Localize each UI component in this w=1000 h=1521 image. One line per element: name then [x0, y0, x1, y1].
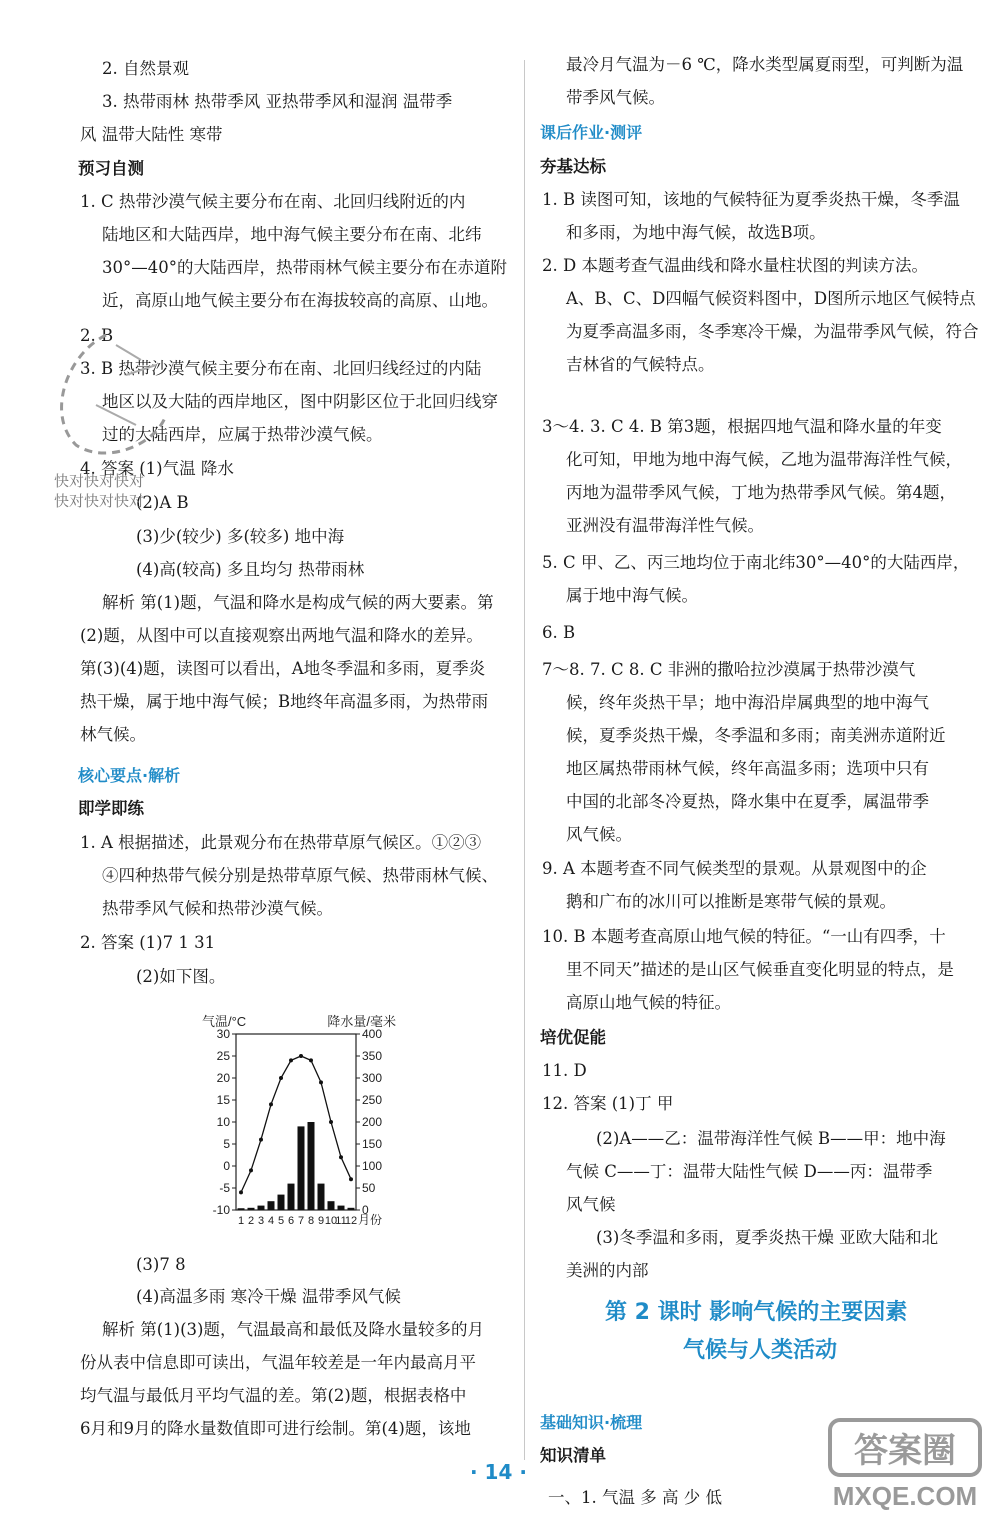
- text-line: 1. B 读图可知，该地的气候特征为夏季炎热干燥，冬季温: [542, 190, 960, 209]
- precip-bar: [318, 1184, 325, 1210]
- text-line: 属于地中海气候。: [566, 586, 698, 605]
- y-left-tick-label: 5: [223, 1137, 230, 1151]
- chart-frame: [236, 1034, 356, 1210]
- precip-bar: [348, 1208, 355, 1210]
- site-logo: [820, 1410, 990, 1515]
- watermark-icon: [46, 315, 186, 465]
- page-number: · 14 ·: [470, 1460, 527, 1484]
- text-line: 吉林省的气候特点。: [566, 355, 715, 374]
- x-tick-label: 12: [344, 1215, 358, 1227]
- text-line: 3～4. 3. C 4. B 第3题，根据四地气温和降水量的年变: [542, 417, 942, 436]
- y-left-tick-label: 30: [216, 1027, 230, 1041]
- x-tick-label: 11: [335, 1215, 347, 1227]
- temperature-point: [239, 1190, 243, 1194]
- x-tick-label: 3: [257, 1215, 265, 1227]
- precip-bar: [238, 1208, 245, 1210]
- y-left-tick-label: -5: [219, 1181, 230, 1195]
- text-line: (3)少(较少) 多(较多) 地中海: [136, 527, 345, 546]
- precip-bar: [248, 1208, 255, 1210]
- y-left-tick-label: 15: [216, 1093, 230, 1107]
- temperature-point: [299, 1054, 303, 1058]
- text-line: (2)题，从图中可以直接观察出两地气温和降水的差异。: [80, 626, 483, 645]
- x-tick-label: 5: [277, 1215, 285, 1227]
- y-left-tick-label: 25: [216, 1049, 230, 1063]
- text-line: 化可知，甲地为地中海气候，乙地为温带海洋性气候，: [566, 450, 962, 469]
- precip-bar: [268, 1201, 275, 1210]
- text-line: 丙地为温带季风气候，丁地为热带季风气候。第4题，: [566, 483, 956, 502]
- text-line: 均气温与最低月平均气温的差。第(2)题，根据表格中: [80, 1386, 467, 1405]
- y-left-tick-label: 0: [223, 1159, 230, 1173]
- x-tick-label: 1: [237, 1215, 245, 1227]
- temperature-point: [259, 1138, 263, 1142]
- temperature-line: [241, 1056, 351, 1192]
- temperature-point: [289, 1058, 293, 1062]
- watermark-text: 快对快对快对: [54, 492, 145, 510]
- y-right-tick-label: 350: [362, 1049, 383, 1063]
- watermark-text: 快对快对快对: [54, 472, 145, 490]
- text-line: 候，夏季炎热干燥，冬季温和多雨；南美洲赤道附近: [566, 726, 946, 745]
- y-right-tick-label: 100: [362, 1159, 383, 1173]
- precip-bar: [278, 1195, 285, 1210]
- text-line: 3. B 热带沙漠气候主要分布在南、北回归线经过的内陆: [80, 359, 482, 378]
- text-line: 10. B 本题考查高原山地气候的特征。“一山有四季，十: [542, 927, 946, 946]
- text-line: A、B、C、D四幅气候资料图中，D图所示地区气候特点: [566, 289, 976, 308]
- logo-url: MXQE.COM: [832, 1481, 978, 1511]
- column-divider: [524, 60, 525, 1460]
- temperature-point: [269, 1102, 273, 1106]
- text-line: 风 温带大陆性 寒带: [80, 125, 223, 144]
- temperature-point: [249, 1168, 253, 1172]
- subsection-heading: 预习自测: [78, 159, 144, 178]
- subsection-heading: 即学即练: [78, 799, 144, 818]
- precip-bar: [258, 1206, 265, 1210]
- text-line: (3)冬季温和多雨，夏季炎热干燥 亚欧大陆和北: [596, 1228, 939, 1247]
- text-line: 风气候: [566, 1195, 616, 1214]
- text-line: (4)高温多雨 寒冷干燥 温带季风气候: [136, 1287, 401, 1306]
- text-line: 2. D 本题考查气温曲线和降水量柱状图的判读方法。: [542, 256, 928, 275]
- y-left-tick-label: 10: [216, 1115, 230, 1129]
- text-line: (2)A——乙：温带海洋性气候 B——甲：地中海: [596, 1129, 946, 1148]
- y-right-tick-label: 50: [362, 1181, 376, 1195]
- x-tick-label: 9: [317, 1215, 325, 1227]
- text-line: 亚洲没有温带海洋性气候。: [566, 516, 764, 535]
- text-line: 5. C 甲、乙、丙三地均位于南北纬30°—40°的大陆西岸，: [542, 553, 970, 572]
- section-heading: 核心要点·解析: [78, 766, 181, 785]
- text-line: 1. C 热带沙漠气候主要分布在南、北回归线附近的内: [80, 192, 466, 211]
- x-tick-label: 8: [307, 1215, 315, 1227]
- text-line: 高原山地气候的特征。: [566, 993, 731, 1012]
- text-line: ④四种热带气候分别是热带草原气候、热带雨林气候、: [102, 866, 498, 885]
- text-line: 陆地区和大陆西岸，地中海气候主要分布在南、北纬: [102, 225, 482, 244]
- text-line: 6月和9月的降水量数值即可进行绘制。第(4)题，该地: [80, 1419, 471, 1438]
- x-tick-label: 6: [287, 1215, 295, 1227]
- y-left-tick-label: -10: [212, 1203, 230, 1217]
- temperature-point: [329, 1120, 333, 1124]
- text-line: 3. 热带雨林 热带季风 亚热带季风和湿润 温带季: [102, 92, 453, 111]
- precip-bar: [328, 1201, 335, 1210]
- text-line: 解析 第(1)题，气温和降水是构成气候的两大要素。第: [102, 593, 494, 612]
- x-axis-label: 月份: [358, 1213, 383, 1227]
- text-line: 4. 答案 (1)气温 降水: [80, 459, 234, 478]
- lesson-subtitle: 气候与人类活动: [683, 1338, 838, 1363]
- text-line: 过的大陆西岸，应属于热带沙漠气候。: [102, 425, 383, 444]
- y-left-tick-label: 20: [216, 1071, 230, 1085]
- temperature-point: [309, 1058, 313, 1062]
- text-line: 风气候。: [566, 825, 632, 844]
- temperature-point: [319, 1080, 323, 1084]
- text-line: 地区以及大陆的西岸地区，图中阴影区位于北回归线穿: [102, 392, 498, 411]
- x-tick-label: 7: [297, 1215, 305, 1227]
- y-right-tick-label: 400: [362, 1027, 383, 1041]
- section-heading: 课后作业·测评: [540, 123, 643, 142]
- x-tick-label: 4: [267, 1215, 275, 1227]
- text-line: 候，终年炎热干旱；地中海沿岸属典型的地中海气: [566, 693, 929, 712]
- subsection-heading: 知识清单: [540, 1446, 606, 1465]
- y-left-axis-label: 气温/°C: [202, 1014, 247, 1029]
- climate-chart: [200, 1010, 430, 1240]
- text-line: (2)A B: [136, 493, 189, 512]
- text-line: 地区属热带雨林气候，终年高温多雨；选项中只有: [566, 759, 929, 778]
- text-line: 解析 第(1)(3)题，气温最高和最低及降水量较多的月: [102, 1320, 484, 1339]
- text-line: 6. B: [542, 623, 576, 642]
- y-right-tick-label: 300: [362, 1071, 383, 1085]
- knowledge-list-item: 一、1. 气温 多 高 少 低: [548, 1488, 722, 1507]
- text-line: 热带季风气候和热带沙漠气候。: [102, 899, 333, 918]
- text-line: 鹅和广布的冰川可以推断是寒带气候的景观。: [566, 892, 896, 911]
- text-line: 和多雨，为地中海气候，故选B项。: [566, 223, 826, 242]
- text-line: 1. A 根据描述，此景观分布在热带草原气候区。①②③: [80, 833, 482, 852]
- text-line: 7～8. 7. C 8. C 非洲的撒哈拉沙漠属于热带沙漠气: [542, 660, 916, 679]
- precip-bar: [308, 1122, 315, 1210]
- text-line: 第(3)(4)题，读图可以看出，A地冬季温和多雨，夏季炎: [80, 659, 486, 678]
- text-line: 份从表中信息即可读出，气温年较差是一年内最高月平: [80, 1353, 476, 1372]
- text-line: 2. 自然景观: [102, 59, 189, 78]
- precip-bar: [298, 1126, 305, 1210]
- lesson-title: 第 2 课时 影响气候的主要因素: [605, 1300, 908, 1325]
- text-line: 中国的北部冬冷夏热，降水集中在夏季，属温带季: [566, 792, 929, 811]
- text-line: (3)7 8: [136, 1255, 186, 1274]
- y-right-tick-label: 200: [362, 1115, 383, 1129]
- temperature-point: [279, 1076, 283, 1080]
- text-line: 近，高原山地气候主要分布在海拔较高的高原、山地。: [102, 291, 498, 310]
- text-line: 带季风气候。: [566, 88, 665, 107]
- logo-text: 答案圈: [854, 1432, 956, 1470]
- text-line: 美洲的内部: [566, 1261, 649, 1280]
- text-line: 2. B: [80, 326, 114, 345]
- x-tick-label: 2: [247, 1215, 255, 1227]
- y-right-axis-label: 降水量/毫米: [327, 1014, 396, 1029]
- subsection-heading: 夯基达标: [540, 157, 606, 176]
- section-heading: 基础知识·梳理: [540, 1413, 643, 1432]
- precip-bar: [288, 1184, 295, 1210]
- text-line: 11. D: [542, 1061, 587, 1080]
- text-line: 12. 答案 (1)丁 甲: [542, 1094, 674, 1113]
- temperature-point: [349, 1177, 353, 1181]
- text-line: 为夏季高温多雨，冬季寒冷干燥，为温带季风气候，符合: [566, 322, 979, 341]
- y-right-tick-label: 150: [362, 1137, 383, 1151]
- text-line: 30°—40°的大陆西岸，热带雨林气候主要分布在赤道附: [102, 258, 507, 277]
- text-line: 热干燥，属于地中海气候；B地终年高温多雨，为热带雨: [80, 692, 489, 711]
- x-tick-label: 10: [324, 1215, 338, 1227]
- text-line: 2. 答案 (1)7 1 31: [80, 933, 216, 952]
- temperature-point: [339, 1155, 343, 1159]
- subsection-heading: 培优促能: [540, 1028, 606, 1047]
- text-line: 最冷月气温为－6 ℃，降水类型属夏雨型，可判断为温: [566, 55, 964, 74]
- text-line: (4)高(较高) 多且均匀 热带雨林: [136, 560, 365, 579]
- text-line: 林气候。: [80, 725, 146, 744]
- y-right-tick-label: 250: [362, 1093, 383, 1107]
- text-line: (2)如下图。: [136, 967, 226, 986]
- precip-bar: [338, 1206, 345, 1210]
- y-right-tick-label: 0: [362, 1203, 369, 1217]
- text-line: 9. A 本题考查不同气候类型的景观。从景观图中的企: [542, 859, 927, 878]
- text-line: 里不同天”描述的是山区气候垂直变化明显的特点，是: [566, 960, 954, 979]
- text-line: 气候 C——丁：温带大陆性气候 D——丙：温带季: [566, 1162, 933, 1181]
